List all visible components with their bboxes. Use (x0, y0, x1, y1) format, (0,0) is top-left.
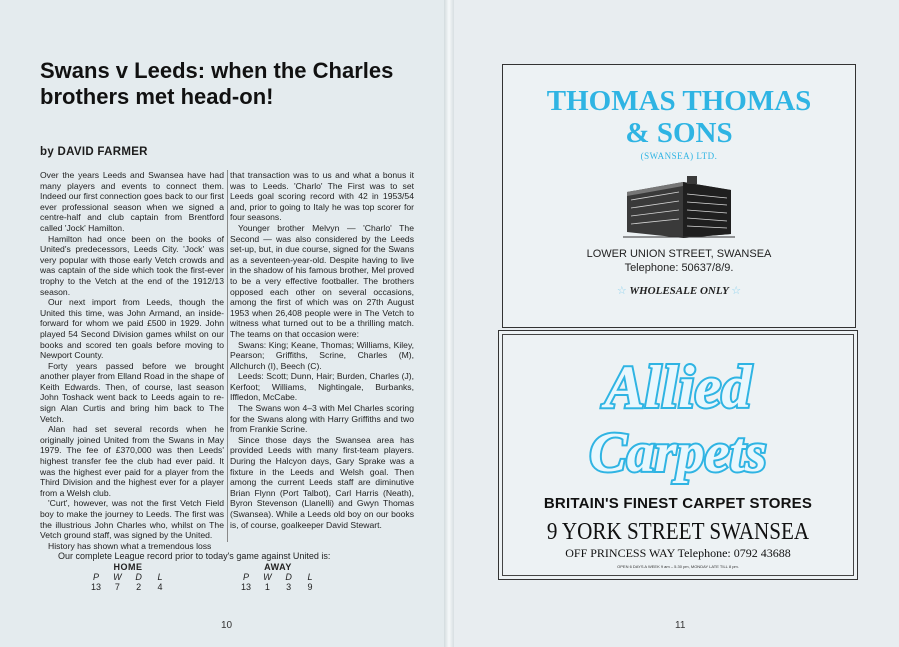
advertiser-address: LOWER UNION STREET, SWANSEA (586, 248, 772, 260)
value-d: 2 (136, 582, 142, 592)
paragraph: Hamilton had once been on the books of United's predecessors, Leeds City. 'Jock' was very popular with those early Vetch crowds and was captain of the side which took the first-ever trophy to the Vetch at the end of the 1912/13 season. (40, 233, 224, 297)
advert-opening-hours: OPEN 6 DAYS A WEEK 9 am – 5.30 pm, MONDAY LATE TILL 8 pm. (617, 564, 739, 569)
paragraph: Over the years Leeds and Swansea have had many players and events to connect them. Indeed our first connection goes back to our first ever professional season when we signed a centre-half and club captain from Brentford called 'Jock' Hamilton. (40, 170, 224, 233)
allied-carpets-advert (498, 330, 858, 580)
logo-line-1: Allied (604, 354, 752, 420)
advertiser-name-line-2: & SONS (625, 117, 733, 149)
col-l: L (157, 572, 163, 582)
column-divider (227, 170, 228, 542)
home-record (78, 562, 178, 592)
advert-tagline: BRITAIN'S FINEST CARPET STORES (543, 495, 813, 512)
advertiser-name-line-1: THOMAS THOMAS (546, 85, 812, 117)
col-p: P (242, 572, 249, 582)
paragraph: Alan had set several records when he originally joined United from the Swans in May 1979. The fee of £370,000 was then Leeds' highest transfer fee the club had ever paid. It was the highest ever paid for a player from the Third Division and the highest ever for a player from a Welsh club. (40, 424, 224, 498)
left-page (0, 0, 449, 647)
col-d: D (285, 572, 292, 582)
store-building-illustration (621, 170, 737, 240)
paragraph: 'Curt', however, was not the first Vetch Field boy to make the journey to Leeds. The first was the illustrious John Charles who, whilst on The Vetch ground staff, was signed by the United. (40, 498, 224, 541)
star-icon: ☆ (731, 285, 742, 297)
away-heading: AWAY (264, 562, 292, 572)
article-column-1 (40, 170, 224, 551)
logo-line-2: Carpets (589, 422, 767, 484)
star-icon: ☆ (616, 285, 627, 297)
value-d: 3 (286, 582, 292, 592)
wholesale-line (503, 284, 855, 297)
value-l: 4 (157, 582, 163, 592)
thomas-thomas-advert (502, 64, 856, 328)
page-number-right: 11 (675, 620, 686, 631)
article-headline: Swans v Leeds: when the Charles brothers met head-on! (40, 58, 394, 109)
advertiser-telephone: Telephone: 50637/8/9. (624, 262, 734, 274)
col-l: L (307, 572, 313, 582)
page-number-left: 10 (221, 620, 233, 631)
value-w: 7 (114, 582, 120, 592)
away-values (228, 582, 328, 592)
value-p: 13 (90, 582, 101, 592)
advertiser-subtitle: (SWANSEA) LTD. (640, 151, 718, 161)
paragraph: Since those days the Swansea area has provided Leeds with many first-team players. During the Halcyon days, Gary Sprake was a fixture in the Leeds and Welsh goal. Then among the current Leeds staff are diminutive Brian Flynn (Port Talbot), Carl Harris (Neath), Byron Stevenson (Llanelli) and Gwyn Thomas (Swansea). While a Leeds old boy on our books is, of course, goalkeeper David Stewart. (230, 434, 414, 530)
paragraph: The Swans won 4–3 with Mel Charles scoring for the Swans along with Harry Griffiths and two from Frankie Scrine. (230, 403, 414, 435)
paragraph: that transaction was to us and what a bonus it was to Leeds. 'Charlo' The First was to set Leeds goal scoring record with 42 in 1953/54 and, prior to going to Italy he was top scorer for four seasons. (230, 170, 414, 223)
spine-gutter (444, 0, 454, 647)
col-p: P (92, 572, 99, 582)
paragraph: Younger brother Melvyn — 'Charlo' The Second — was also considered by the Leeds set-up, but, in due course, signed for the Swans as a seventeen-year-old. Despite having to live in the shadow of his famous brother, Mel proved to be a very effective footballer. The brothers opposed each other on several occasions, among the first of which was on 27th August 1953 when 26,408 people were in The Vetch to witness what turned out to be a thrilling match. The teams on that occasion were: (230, 222, 414, 339)
col-w: W (263, 572, 272, 582)
col-w: W (113, 572, 122, 582)
article-column-2 (230, 170, 414, 530)
home-heading: HOME (113, 562, 143, 572)
article-byline: by DAVID FARMER (40, 146, 148, 158)
home-values (78, 582, 178, 592)
paragraph: History has shown what a tremendous loss (48, 540, 212, 551)
away-record (228, 562, 328, 592)
value-l: 9 (307, 582, 313, 592)
away-columns (228, 572, 328, 582)
league-record-intro: Our complete League record prior to today's game against United is: (58, 551, 331, 561)
col-d: D (135, 572, 142, 582)
paragraph: Our next import from Leeds, though the United this time, was John Armand, an inside-forward for whom we paid £500 in 1929. John played 54 Second Division games whilst on our books and scored ten goals before moving to Newport County. (40, 297, 224, 361)
league-record (58, 551, 408, 592)
advert-street: 9 YORK STREET SWANSEA (546, 519, 810, 545)
home-columns (78, 572, 178, 582)
paragraph: Swans: King; Keane, Thomas; Williams, Kiley, Pearson; Griffiths, Scrine, Charles (M), Allchurch (I), Beech (C). (230, 339, 414, 371)
advertiser-name (503, 85, 855, 149)
advertiser-address-block (503, 247, 855, 275)
wholesale-text: WHOLESALE ONLY (629, 285, 729, 297)
paragraph: Leeds: Scott; Dunn, Hair; Burden, Charles (J), Kerfoot; Williams, Nightingale, Burbanks, Iffledon, McCabe. (230, 371, 414, 403)
paragraph: Forty years passed before we brought another player from Elland Road in the shape of Keith Edwards. Then, of course, last season John Toshack went back to Leeds again to re-sign Alan Curtis and bring him back to The Vetch. (40, 360, 224, 424)
value-w: 1 (264, 582, 270, 592)
allied-carpets-logo (576, 345, 780, 487)
advert-phone: OFF PRINCESS WAY Telephone: 0792 43688 (565, 546, 791, 560)
advert-inner-border (502, 334, 854, 576)
value-p: 13 (240, 582, 251, 592)
